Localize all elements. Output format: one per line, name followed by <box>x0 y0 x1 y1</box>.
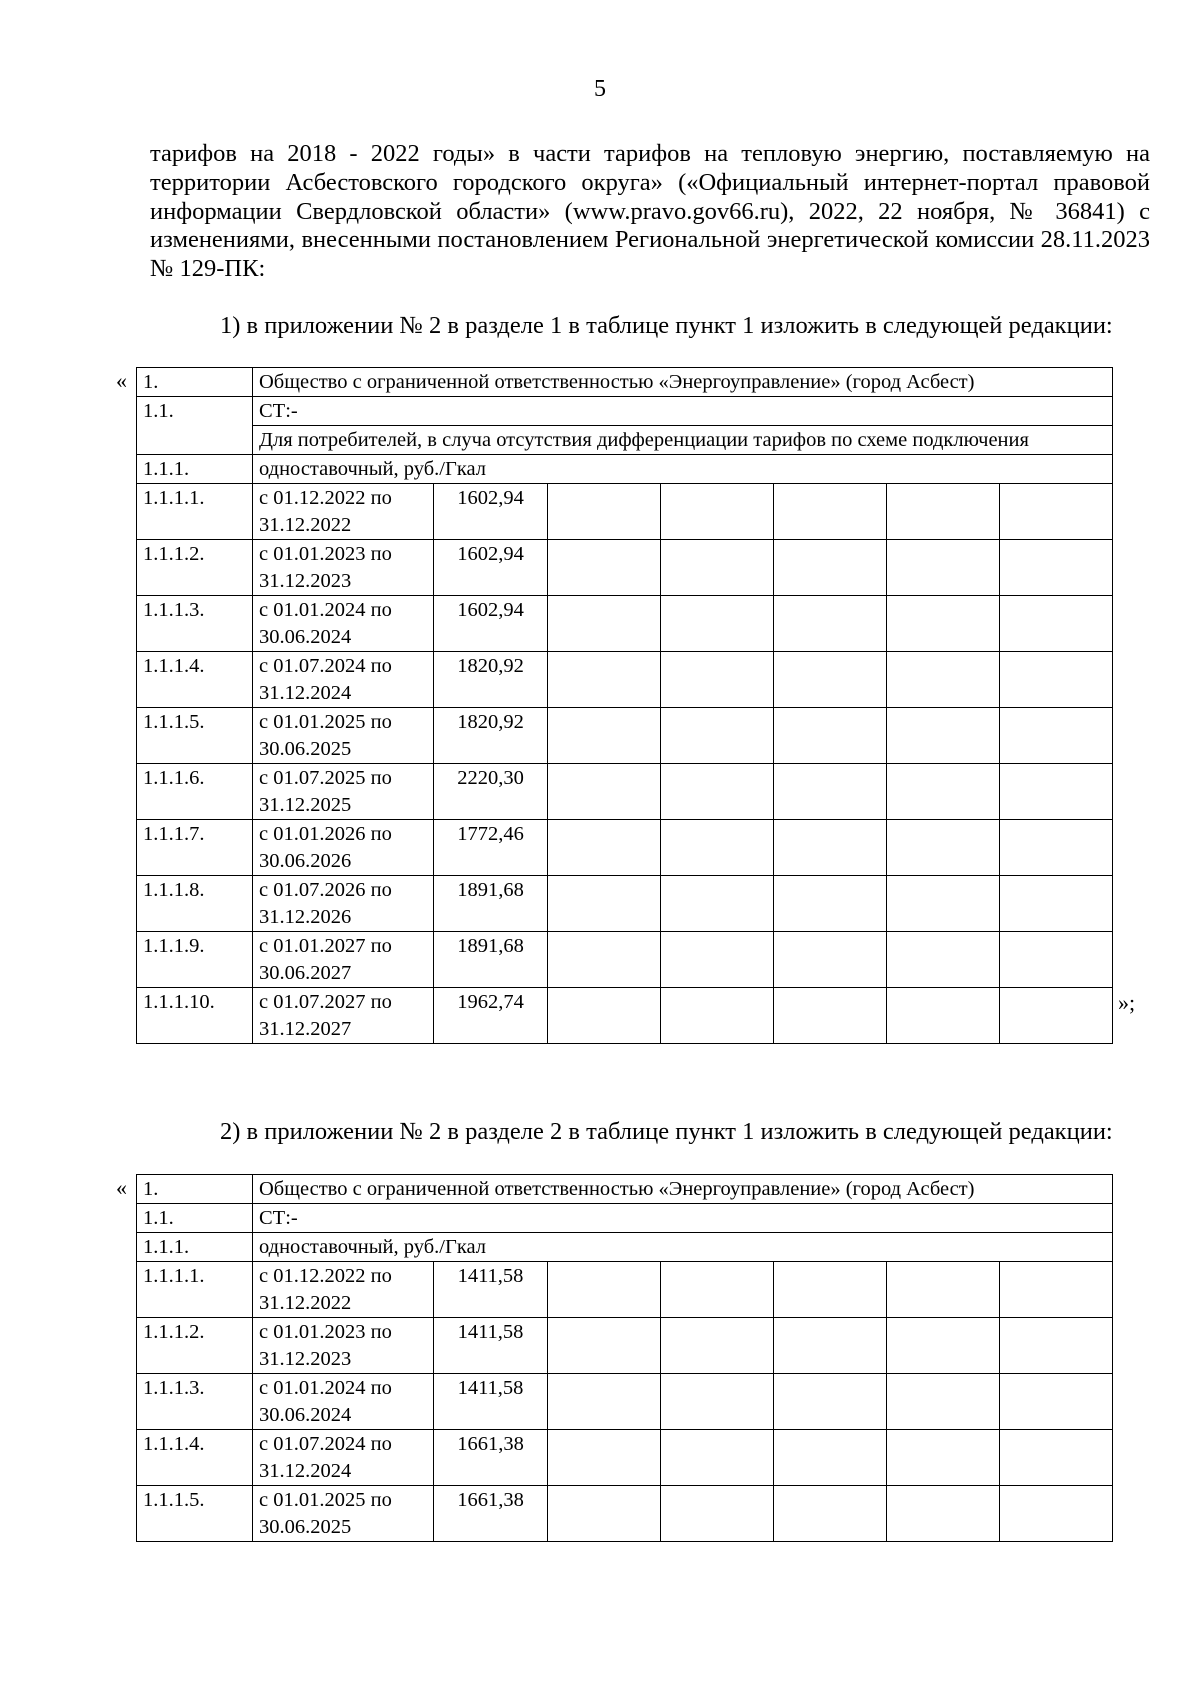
empty-cell <box>774 708 887 764</box>
empty-cell <box>774 1486 887 1542</box>
tariff-table-section-1 <box>136 367 1113 1044</box>
table-2-open-quote: « <box>116 1175 127 1200</box>
rate-label-cell: одноставочный, руб./Гкал <box>253 455 1113 484</box>
empty-cell <box>1000 876 1113 932</box>
empty-cell <box>887 1430 1000 1486</box>
table-row <box>137 1233 1113 1262</box>
period-cell: с 01.01.2023 по 31.12.2023 <box>253 540 434 596</box>
empty-cell <box>661 876 774 932</box>
table-row <box>137 540 1113 596</box>
row-number-cell: 1.1.1.4. <box>137 1430 253 1486</box>
tariff-value-cell: 1820,92 <box>434 708 548 764</box>
empty-cell <box>548 708 661 764</box>
org-number-cell: 1. <box>137 368 253 397</box>
empty-cell <box>1000 988 1113 1044</box>
empty-cell <box>774 596 887 652</box>
empty-cell <box>1000 932 1113 988</box>
rate-number-cell: 1.1.1. <box>137 1233 253 1262</box>
rate-number-cell: 1.1.1. <box>137 455 253 484</box>
table-row <box>137 1204 1113 1233</box>
st-label-cell: СТ:- <box>253 397 1113 426</box>
table-row <box>137 876 1113 932</box>
st-label-cell: СТ:- <box>253 1204 1113 1233</box>
tariff-value-cell: 1602,94 <box>434 484 548 540</box>
st-number-cell: 1.1. <box>137 1204 253 1233</box>
item-2-paragraph <box>150 1118 1150 1147</box>
row-number-cell: 1.1.1.3. <box>137 596 253 652</box>
empty-cell <box>774 820 887 876</box>
table-row <box>137 426 1113 455</box>
table-row <box>137 652 1113 708</box>
empty-cell <box>887 764 1000 820</box>
period-cell: с 01.07.2026 по 31.12.2026 <box>253 876 434 932</box>
empty-cell <box>1000 1318 1113 1374</box>
period-cell: с 01.01.2027 по 30.06.2027 <box>253 932 434 988</box>
empty-cell <box>548 1374 661 1430</box>
period-cell: с 01.01.2024 по 30.06.2024 <box>253 1374 434 1430</box>
row-number-cell: 1.1.1.10. <box>137 988 253 1044</box>
table-row <box>137 932 1113 988</box>
intro-paragraph: тарифов на 2018 - 2022 годы» в части тарифов на тепловую энергию, поставляемую на территории Асбестовского городского округа» («Официальный интернет-портал правовой информации Свердловской области» (www.pravo.gov66.ru), 2022, 22 ноября, № 36841) с изменениями, внесенными постановлением Региональной энергетической комиссии 28.11.2023 № 129-ПК: <box>150 140 1150 283</box>
empty-cell <box>661 1430 774 1486</box>
empty-cell <box>548 1486 661 1542</box>
table-row <box>137 1262 1113 1318</box>
item-2-text: 2) в приложении № 2 в разделе 2 в таблице пункт 1 изложить в следующей редакции: <box>220 1118 1113 1145</box>
period-cell: с 01.01.2024 по 30.06.2024 <box>253 596 434 652</box>
empty-cell <box>774 652 887 708</box>
row-number-cell: 1.1.1.5. <box>137 1486 253 1542</box>
empty-cell <box>1000 484 1113 540</box>
row-number-cell: 1.1.1.3. <box>137 1374 253 1430</box>
empty-cell <box>661 1486 774 1542</box>
row-number-cell: 1.1.1.1. <box>137 1262 253 1318</box>
tariff-table-section-2 <box>136 1174 1113 1542</box>
period-cell: с 01.12.2022 по 31.12.2022 <box>253 484 434 540</box>
tariff-value-cell: 1602,94 <box>434 540 548 596</box>
empty-cell <box>1000 1486 1113 1542</box>
empty-cell <box>548 764 661 820</box>
empty-cell <box>661 708 774 764</box>
empty-cell <box>661 596 774 652</box>
item-1-paragraph <box>150 312 1150 341</box>
org-name-cell: Общество с ограниченной ответственностью «Энергоуправление» (город Асбест) <box>253 1175 1113 1204</box>
empty-cell <box>1000 596 1113 652</box>
page-number: 5 <box>594 76 606 102</box>
table-row <box>137 820 1113 876</box>
table-row <box>137 596 1113 652</box>
empty-cell <box>661 540 774 596</box>
empty-cell <box>887 652 1000 708</box>
empty-cell <box>887 820 1000 876</box>
empty-cell <box>661 820 774 876</box>
tariff-value-cell: 1820,92 <box>434 652 548 708</box>
empty-cell <box>1000 540 1113 596</box>
period-cell: с 01.07.2024 по 31.12.2024 <box>253 1430 434 1486</box>
tariff-value-cell: 1891,68 <box>434 876 548 932</box>
empty-cell <box>887 1262 1000 1318</box>
empty-cell <box>774 932 887 988</box>
row-number-cell: 1.1.1.7. <box>137 820 253 876</box>
tariff-value-cell: 2220,30 <box>434 764 548 820</box>
tariff-value-cell: 1891,68 <box>434 932 548 988</box>
tariff-value-cell: 1661,38 <box>434 1486 548 1542</box>
table-row <box>137 1175 1113 1204</box>
empty-cell <box>1000 1430 1113 1486</box>
table-row <box>137 1318 1113 1374</box>
empty-cell <box>548 596 661 652</box>
empty-cell <box>661 764 774 820</box>
empty-cell <box>661 932 774 988</box>
empty-cell <box>661 988 774 1044</box>
empty-cell <box>774 1262 887 1318</box>
empty-cell <box>548 652 661 708</box>
empty-cell <box>1000 652 1113 708</box>
table-row <box>137 455 1113 484</box>
empty-cell <box>548 1262 661 1318</box>
empty-cell <box>548 540 661 596</box>
empty-cell <box>887 596 1000 652</box>
empty-cell <box>548 932 661 988</box>
empty-cell <box>548 820 661 876</box>
tariff-value-cell: 1772,46 <box>434 820 548 876</box>
tariff-value-cell: 1661,38 <box>434 1430 548 1486</box>
period-cell: с 01.01.2025 по 30.06.2025 <box>253 708 434 764</box>
row-number-cell: 1.1.1.2. <box>137 540 253 596</box>
empty-cell <box>548 1430 661 1486</box>
row-number-cell: 1.1.1.4. <box>137 652 253 708</box>
empty-cell <box>548 988 661 1044</box>
empty-cell <box>887 932 1000 988</box>
empty-cell <box>887 1486 1000 1542</box>
st-number-cell: 1.1. <box>137 397 253 455</box>
period-cell: с 01.07.2025 по 31.12.2025 <box>253 764 434 820</box>
period-cell: с 01.01.2026 по 30.06.2026 <box>253 820 434 876</box>
empty-cell <box>887 988 1000 1044</box>
empty-cell <box>774 1318 887 1374</box>
empty-cell <box>774 1374 887 1430</box>
row-number-cell: 1.1.1.8. <box>137 876 253 932</box>
empty-cell <box>887 876 1000 932</box>
empty-cell <box>774 876 887 932</box>
tariff-value-cell: 1411,58 <box>434 1374 548 1430</box>
empty-cell <box>887 540 1000 596</box>
row-number-cell: 1.1.1.2. <box>137 1318 253 1374</box>
empty-cell <box>548 1318 661 1374</box>
empty-cell <box>661 1318 774 1374</box>
row-number-cell: 1.1.1.9. <box>137 932 253 988</box>
empty-cell <box>1000 764 1113 820</box>
empty-cell <box>1000 708 1113 764</box>
empty-cell <box>548 484 661 540</box>
tariff-value-cell: 1411,58 <box>434 1262 548 1318</box>
empty-cell <box>1000 820 1113 876</box>
empty-cell <box>774 484 887 540</box>
empty-cell <box>887 708 1000 764</box>
empty-cell <box>661 1374 774 1430</box>
consumers-label-cell: Для потребителей, в случа отсутствия дифференциации тарифов по схеме подключения <box>253 426 1113 455</box>
period-cell: с 01.07.2027 по 31.12.2027 <box>253 988 434 1044</box>
row-number-cell: 1.1.1.1. <box>137 484 253 540</box>
period-cell: с 01.01.2023 по 31.12.2023 <box>253 1318 434 1374</box>
empty-cell <box>774 540 887 596</box>
table-row <box>137 484 1113 540</box>
table-row <box>137 397 1113 426</box>
table-row <box>137 1430 1113 1486</box>
period-cell: с 01.01.2025 по 30.06.2025 <box>253 1486 434 1542</box>
empty-cell <box>774 1430 887 1486</box>
table-row <box>137 1486 1113 1542</box>
tariff-value-cell: 1411,58 <box>434 1318 548 1374</box>
table-row <box>137 764 1113 820</box>
empty-cell <box>1000 1262 1113 1318</box>
empty-cell <box>887 1374 1000 1430</box>
tariff-value-cell: 1602,94 <box>434 596 548 652</box>
period-cell: с 01.12.2022 по 31.12.2022 <box>253 1262 434 1318</box>
table-1-open-quote: « <box>116 368 127 393</box>
empty-cell <box>887 484 1000 540</box>
table-1-close-quote: »; <box>1118 990 1136 1015</box>
empty-cell <box>887 1318 1000 1374</box>
table-row <box>137 1374 1113 1430</box>
empty-cell <box>548 876 661 932</box>
table-row <box>137 708 1113 764</box>
row-number-cell: 1.1.1.6. <box>137 764 253 820</box>
item-1-text: 1) в приложении № 2 в разделе 1 в таблице пункт 1 изложить в следующей редакции: <box>220 312 1113 339</box>
org-name-cell: Общество с ограниченной ответственностью «Энергоуправление» (город Асбест) <box>253 368 1113 397</box>
empty-cell <box>661 484 774 540</box>
period-cell: с 01.07.2024 по 31.12.2024 <box>253 652 434 708</box>
rate-label-cell: одноставочный, руб./Гкал <box>253 1233 1113 1262</box>
table-row <box>137 988 1113 1044</box>
empty-cell <box>1000 1374 1113 1430</box>
org-number-cell: 1. <box>137 1175 253 1204</box>
tariff-value-cell: 1962,74 <box>434 988 548 1044</box>
empty-cell <box>774 764 887 820</box>
empty-cell <box>661 652 774 708</box>
row-number-cell: 1.1.1.5. <box>137 708 253 764</box>
empty-cell <box>661 1262 774 1318</box>
empty-cell <box>774 988 887 1044</box>
table-row <box>137 368 1113 397</box>
